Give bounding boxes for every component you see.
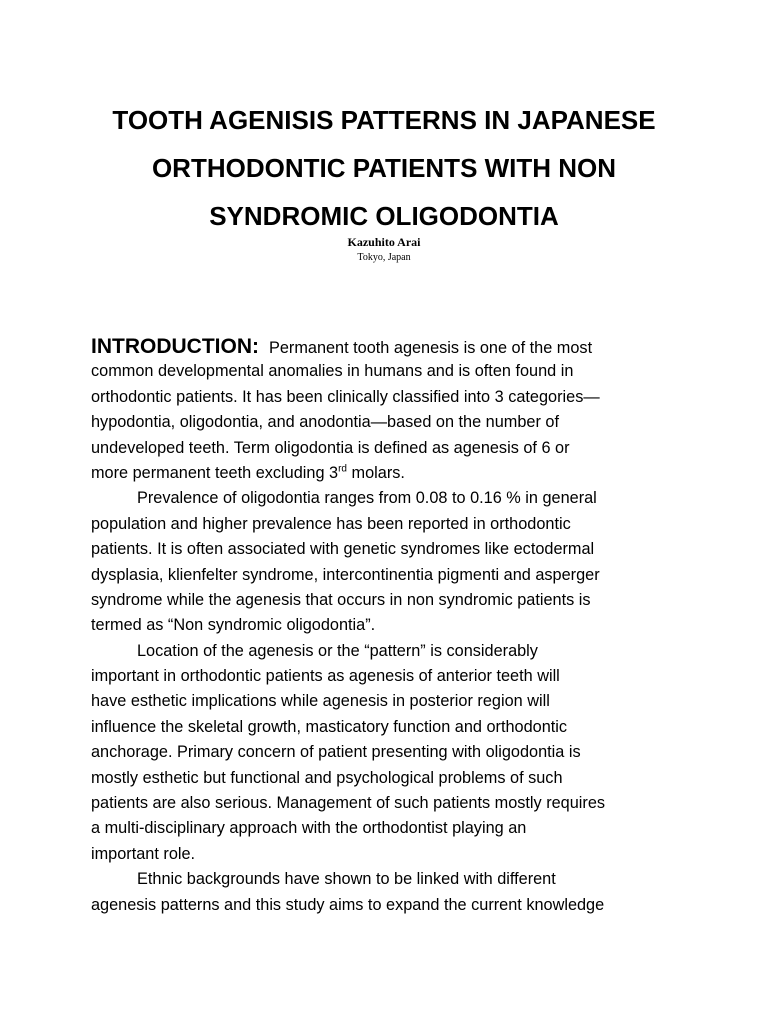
title-line: SYNDROMIC OLIGODONTIA — [209, 201, 559, 231]
text-line: dysplasia, klienfelter syndrome, intercontinentia pigmenti and asperger — [91, 565, 600, 584]
text-line: termed as “Non syndromic oligodontia”. — [91, 616, 376, 635]
text-line: hypodontia, oligodontia, and anodontia—based on the number of — [91, 413, 559, 432]
text-line: anchorage. Primary concern of patient presenting with oligodontia is — [91, 743, 581, 762]
author-affiliation: Tokyo, Japan — [357, 252, 411, 263]
text-span: molars. — [347, 463, 405, 482]
text-line: have esthetic implications while agenesis in posterior region will — [91, 692, 550, 711]
body-text — [91, 334, 691, 918]
text-line: orthodontic patients. It has been clinically classified into 3 categories— — [91, 387, 600, 406]
text-line: influence the skeletal growth, masticatory function and orthodontic — [91, 717, 568, 736]
text-span: Permanent tooth agenesis is one of the most — [268, 339, 593, 357]
author-name: Kazuhito Arai — [347, 235, 421, 249]
text-line: Prevalence of oligodontia ranges from 0.08 to 0.16 % in general — [137, 489, 597, 508]
text-line: undeveloped teeth. Term oligodontia is defined as agenesis of 6 or — [91, 438, 570, 457]
text-line: a multi-disciplinary approach with the orthodontist playing an — [91, 819, 527, 838]
text-line: mostly esthetic but functional and psychological problems of such — [91, 768, 563, 787]
document-title — [60, 96, 708, 240]
text-line: Ethnic backgrounds have shown to be linked with different — [137, 870, 556, 889]
text-line: important role. — [91, 844, 196, 863]
title-line: TOOTH AGENISIS PATTERNS IN JAPANESE — [112, 105, 656, 135]
text-line — [91, 334, 691, 359]
text-line: patients are also serious. Management of such patients mostly requires — [91, 794, 606, 813]
text-line: syndrome while the agenesis that occurs in non syndromic patients is — [91, 590, 591, 609]
title-line: ORTHODONTIC PATIENTS WITH NON — [151, 153, 617, 183]
text-line: Location of the agenesis or the “pattern” is considerably — [137, 641, 538, 660]
text-line: patients. It is often associated with genetic syndromes like ectodermal — [91, 540, 595, 559]
superscript: rd — [338, 463, 347, 475]
text-line: important in orthodontic patients as agenesis of anterior teeth will — [91, 667, 560, 686]
text-line — [91, 461, 691, 486]
text-line: population and higher prevalence has been reported in orthodontic — [91, 514, 571, 533]
text-line: common developmental anomalies in humans and is often found in — [91, 362, 574, 381]
text-span: more permanent teeth excluding 3 — [91, 463, 339, 482]
text-line: agenesis patterns and this study aims to expand the current knowledge — [91, 895, 605, 914]
section-heading: INTRODUCTION: — [91, 335, 259, 358]
